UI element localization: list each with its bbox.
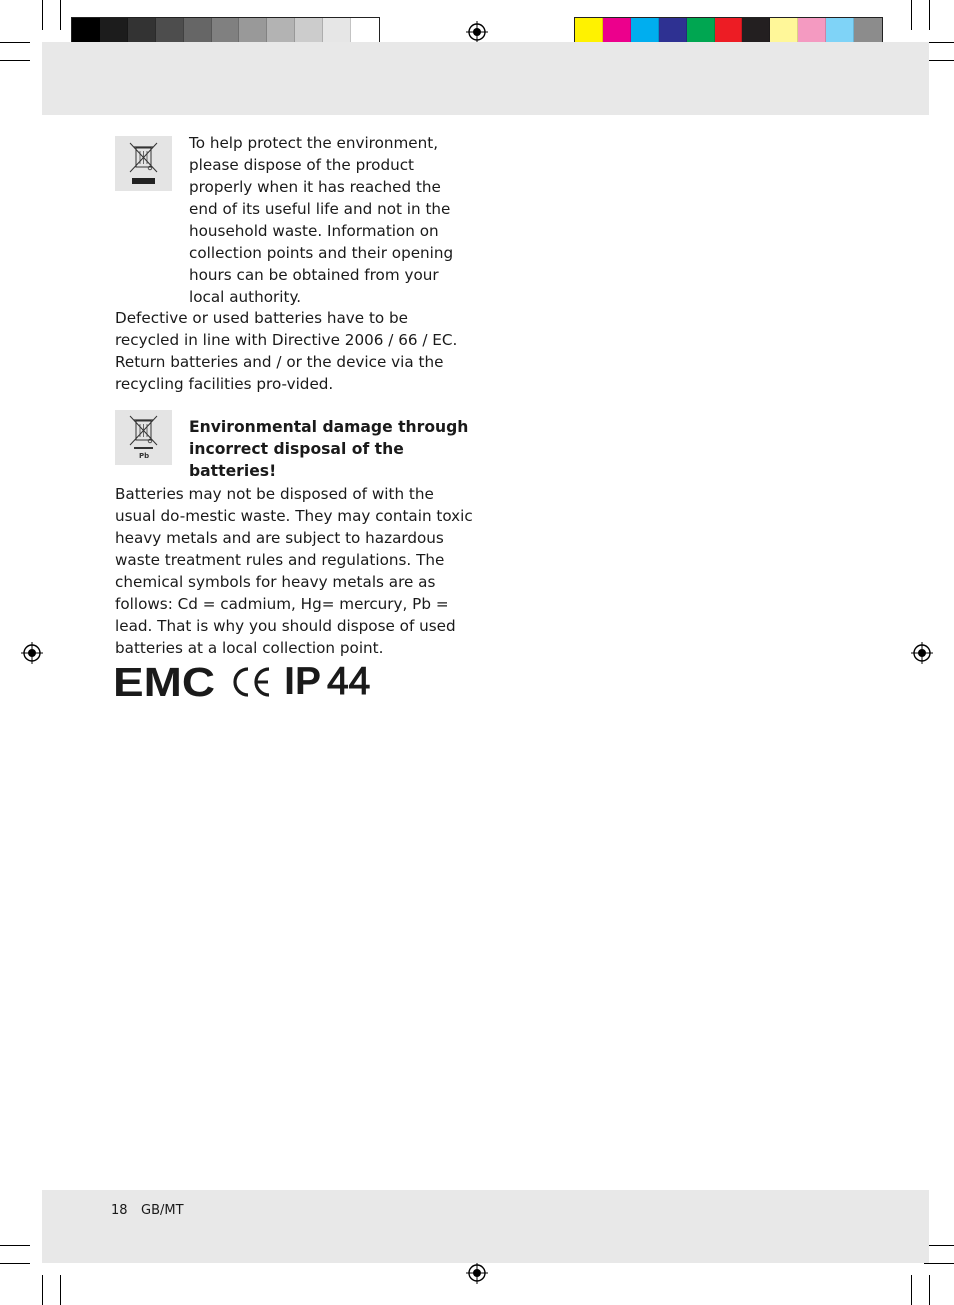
color-swatch [295,18,323,45]
registration-mark-icon [911,642,933,664]
registration-mark-icon [21,642,43,664]
crossed-bin-icon [115,136,172,191]
page-number: 18 [111,1203,128,1218]
crop-mark [0,1263,30,1264]
color-swatch [659,18,687,45]
color-swatch [742,18,770,45]
color-swatch [826,18,854,45]
color-swatch [267,18,295,45]
battery-warning-heading: Environmental damage through incorrect disposal of the batteries! [189,418,469,480]
battery-directive-paragraph: Defective or used batteries have to be recycled in line with Directive 2006 / 66 / EC. Return batteries and / or the device via the recycling facilities pro-vided. [115,309,458,393]
disposal-paragraph: To help protect the environment, please dispose of the product properly when it has reached the end of its useful life and not in the household waste. Information on collection points and their opening hours can be obtained from your local authority. [189,134,454,306]
color-swatch [128,18,156,45]
color-swatch [715,18,743,45]
header-band [42,42,929,115]
color-swatch [798,18,826,45]
color-swatch [323,18,351,45]
ip-rating: 44 [326,660,371,703]
emc-mark: EMC [113,659,216,705]
color-swatch [351,18,379,45]
footer-band [42,1190,929,1263]
color-swatch [854,18,882,45]
color-swatch [100,18,128,45]
crop-mark [0,42,30,43]
registration-mark-icon [466,1262,488,1284]
crop-mark [924,1263,954,1264]
color-swatch [212,18,240,45]
color-swatch [631,18,659,45]
crop-mark [911,1275,912,1305]
certification-marks [113,659,371,705]
language-code: GB/MT [141,1203,184,1218]
color-swatch [239,18,267,45]
ce-mark-icon [230,666,272,698]
color-swatch [603,18,631,45]
crop-mark [0,1245,30,1246]
color-swatch [72,18,100,45]
crop-mark [0,60,30,61]
color-swatch [184,18,212,45]
ip-mark: IP [284,660,321,703]
crop-mark [929,0,930,30]
battery-weee-icon-box [115,410,172,465]
color-swatch [770,18,798,45]
crop-mark [42,1275,43,1305]
crop-mark [911,0,912,30]
battery-info-paragraph: Batteries may not be disposed of with the usual do-mestic waste. They may contain toxic heavy metals and are subject to hazardous waste treatment rules and regulations. The chemical symbols for heavy metals are as follows: Cd = cadmium, Hg= mercury, Pb = lead. That is why you should dispose of used batteries at a local collection point. [115,485,473,657]
color-swatch [687,18,715,45]
weee-icon-box [115,136,172,191]
color-swatch [575,18,603,45]
crop-mark [60,1275,61,1305]
registration-mark-icon [466,21,488,43]
color-swatch [156,18,184,45]
crop-mark [42,0,43,30]
pb-label: Pb [139,452,150,460]
crop-mark [60,0,61,30]
crop-mark [929,1275,930,1305]
